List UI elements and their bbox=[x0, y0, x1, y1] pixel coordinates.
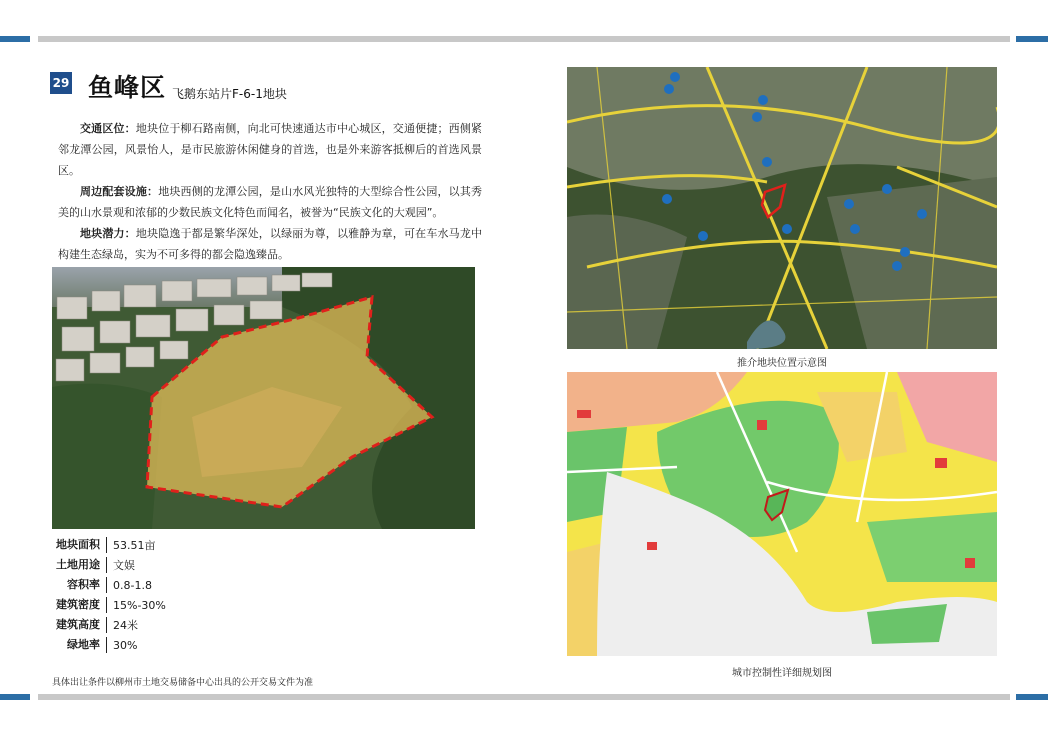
plot-name: 飞鹅东站片F-6-1地块 bbox=[172, 87, 287, 101]
aerial-photo bbox=[52, 267, 475, 529]
spec-building-height: 建筑高度 24米 bbox=[52, 615, 166, 635]
bottom-accent-right bbox=[1016, 694, 1048, 700]
top-accent-right bbox=[1016, 36, 1048, 42]
spec-area: 地块面积 53.51亩 bbox=[52, 535, 166, 555]
location-map bbox=[567, 67, 997, 349]
spec-plot-ratio: 容积率 0.8-1.8 bbox=[52, 575, 166, 595]
description-block bbox=[58, 118, 482, 265]
planning-map-caption: 城市控制性详细规划图 bbox=[732, 668, 832, 679]
location-map-caption: 推介地块位置示意图 bbox=[737, 358, 827, 369]
district-title: 鱼峰区 bbox=[88, 73, 167, 102]
desc-potential: 地块潜力：地块隐逸于都是繁华深处，以绿丽为尊，以雅静为章，可在车水马龙中构建生态绿岛，实为不可多得的都会隐逸臻品。 bbox=[58, 227, 482, 261]
bottom-divider bbox=[38, 694, 1010, 700]
top-divider bbox=[38, 36, 1010, 42]
planning-map bbox=[567, 372, 997, 656]
spec-land-use: 土地用途 文娱 bbox=[52, 555, 166, 575]
spec-building-density: 建筑密度 15%-30% bbox=[52, 595, 166, 615]
plot-specs bbox=[52, 535, 166, 655]
spec-green-ratio: 绿地率 30% bbox=[52, 635, 166, 655]
bottom-accent-left bbox=[0, 694, 30, 700]
page-number-badge: 29 bbox=[50, 72, 72, 94]
desc-facilities: 周边配套设施：地块西侧的龙潭公园，是山水风光独特的大型综合性公园，以其秀美的山水景观和浓郁的少数民族文化特色而闻名，被誉为“民族文化的大观园”。 bbox=[58, 185, 483, 219]
top-accent-left bbox=[0, 36, 30, 42]
desc-traffic: 交通区位：地块位于柳石路南侧，向北可快速通达市中心城区，交通便捷；西侧紧邻龙潭公园，风景怡人，是市民旅游休闲健身的首选，也是外来游客抵柳后的首选风景区。 bbox=[58, 122, 482, 177]
footer-note: 具体出让条件以柳州市土地交易储备中心出具的公开交易文件为准 bbox=[52, 678, 314, 688]
